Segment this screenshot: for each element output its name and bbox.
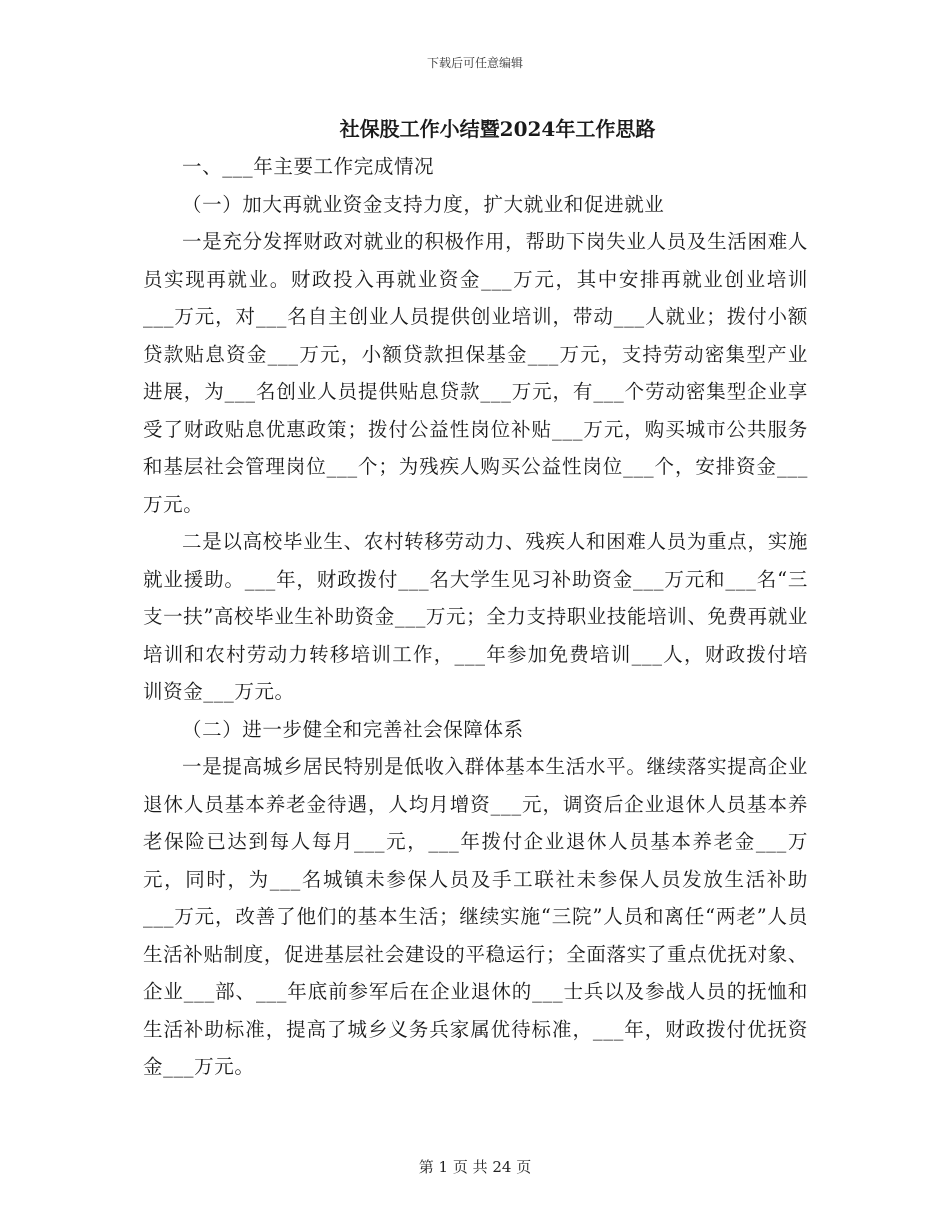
body-paragraph: 二是以高校毕业生、农村转移劳动力、残疾人和困难人员为重点，实施就业援助。___年，财政拨付___名大学生见习补助资金___万元和___名“三支一扶”高校毕业生补助资金___万元；全力支持职业技能培训、免费再就业培训和农村劳动力转移培训工作，___年参加免费培训___人，财政拨付培训资金___万元。	[143, 530, 808, 703]
section-heading: 一、___年主要工作完成情况	[182, 155, 435, 178]
body-paragraph: 一是提高城乡居民特别是低收入群体基本生活水平。继续落实提高企业退休人员基本养老金待遇，人均月增资___元，调资后企业退休人员基本养老保险已达到每人每月___元，___年拨付企业退休人员基本养老金___万元，同时，为___名城镇未参保人员及手工联社未参保人员发放生活补助___万元，改善了他们的基本生活；继续实施“三院”人员和离任“两老”人员生活补贴制度，促进基层社会建设的平稳运行；全面落实了重点优抚对象、企业___部、___年底前参军后在企业退休的___士兵以及参战人员的抚恤和生活补助标准，提高了城乡义务兵家属优待标准，___年，财政拨付优抚资金___万元。	[143, 755, 808, 1078]
subsection-heading: （二）进一步健全和完善社会保障体系	[182, 717, 524, 741]
body-paragraph: 一是充分发挥财政对就业的积极作用，帮助下岗失业人员及生活困难人员实现再就业。财政投入再就业资金___万元，其中安排再就业创业培训___万元，对___名自主创业人员提供创业培训，带动___人就业；拨付小额贷款贴息资金___万元，小额贷款担保基金___万元，支持劳动密集型产业进展，为___名创业人员提供贴息贷款___万元，有___个劳动密集型企业享受了财政贴息优惠政策；拨付公益性岗位补贴___万元，购买城市公共服务和基层社会管理岗位___个；为残疾人购买公益性岗位___个，安排资金___万元。	[143, 230, 808, 516]
document-body	[143, 112, 808, 1086]
subsection-heading: （一）加大再就业资金支持力度，扩大就业和促进就业	[182, 192, 665, 216]
header-note: 下载后可任意编辑	[426, 56, 523, 70]
page-number: 第 1 页 共 24 页	[418, 1158, 532, 1176]
document-title: 社保股工作小结暨2024年工作思路	[339, 117, 656, 141]
